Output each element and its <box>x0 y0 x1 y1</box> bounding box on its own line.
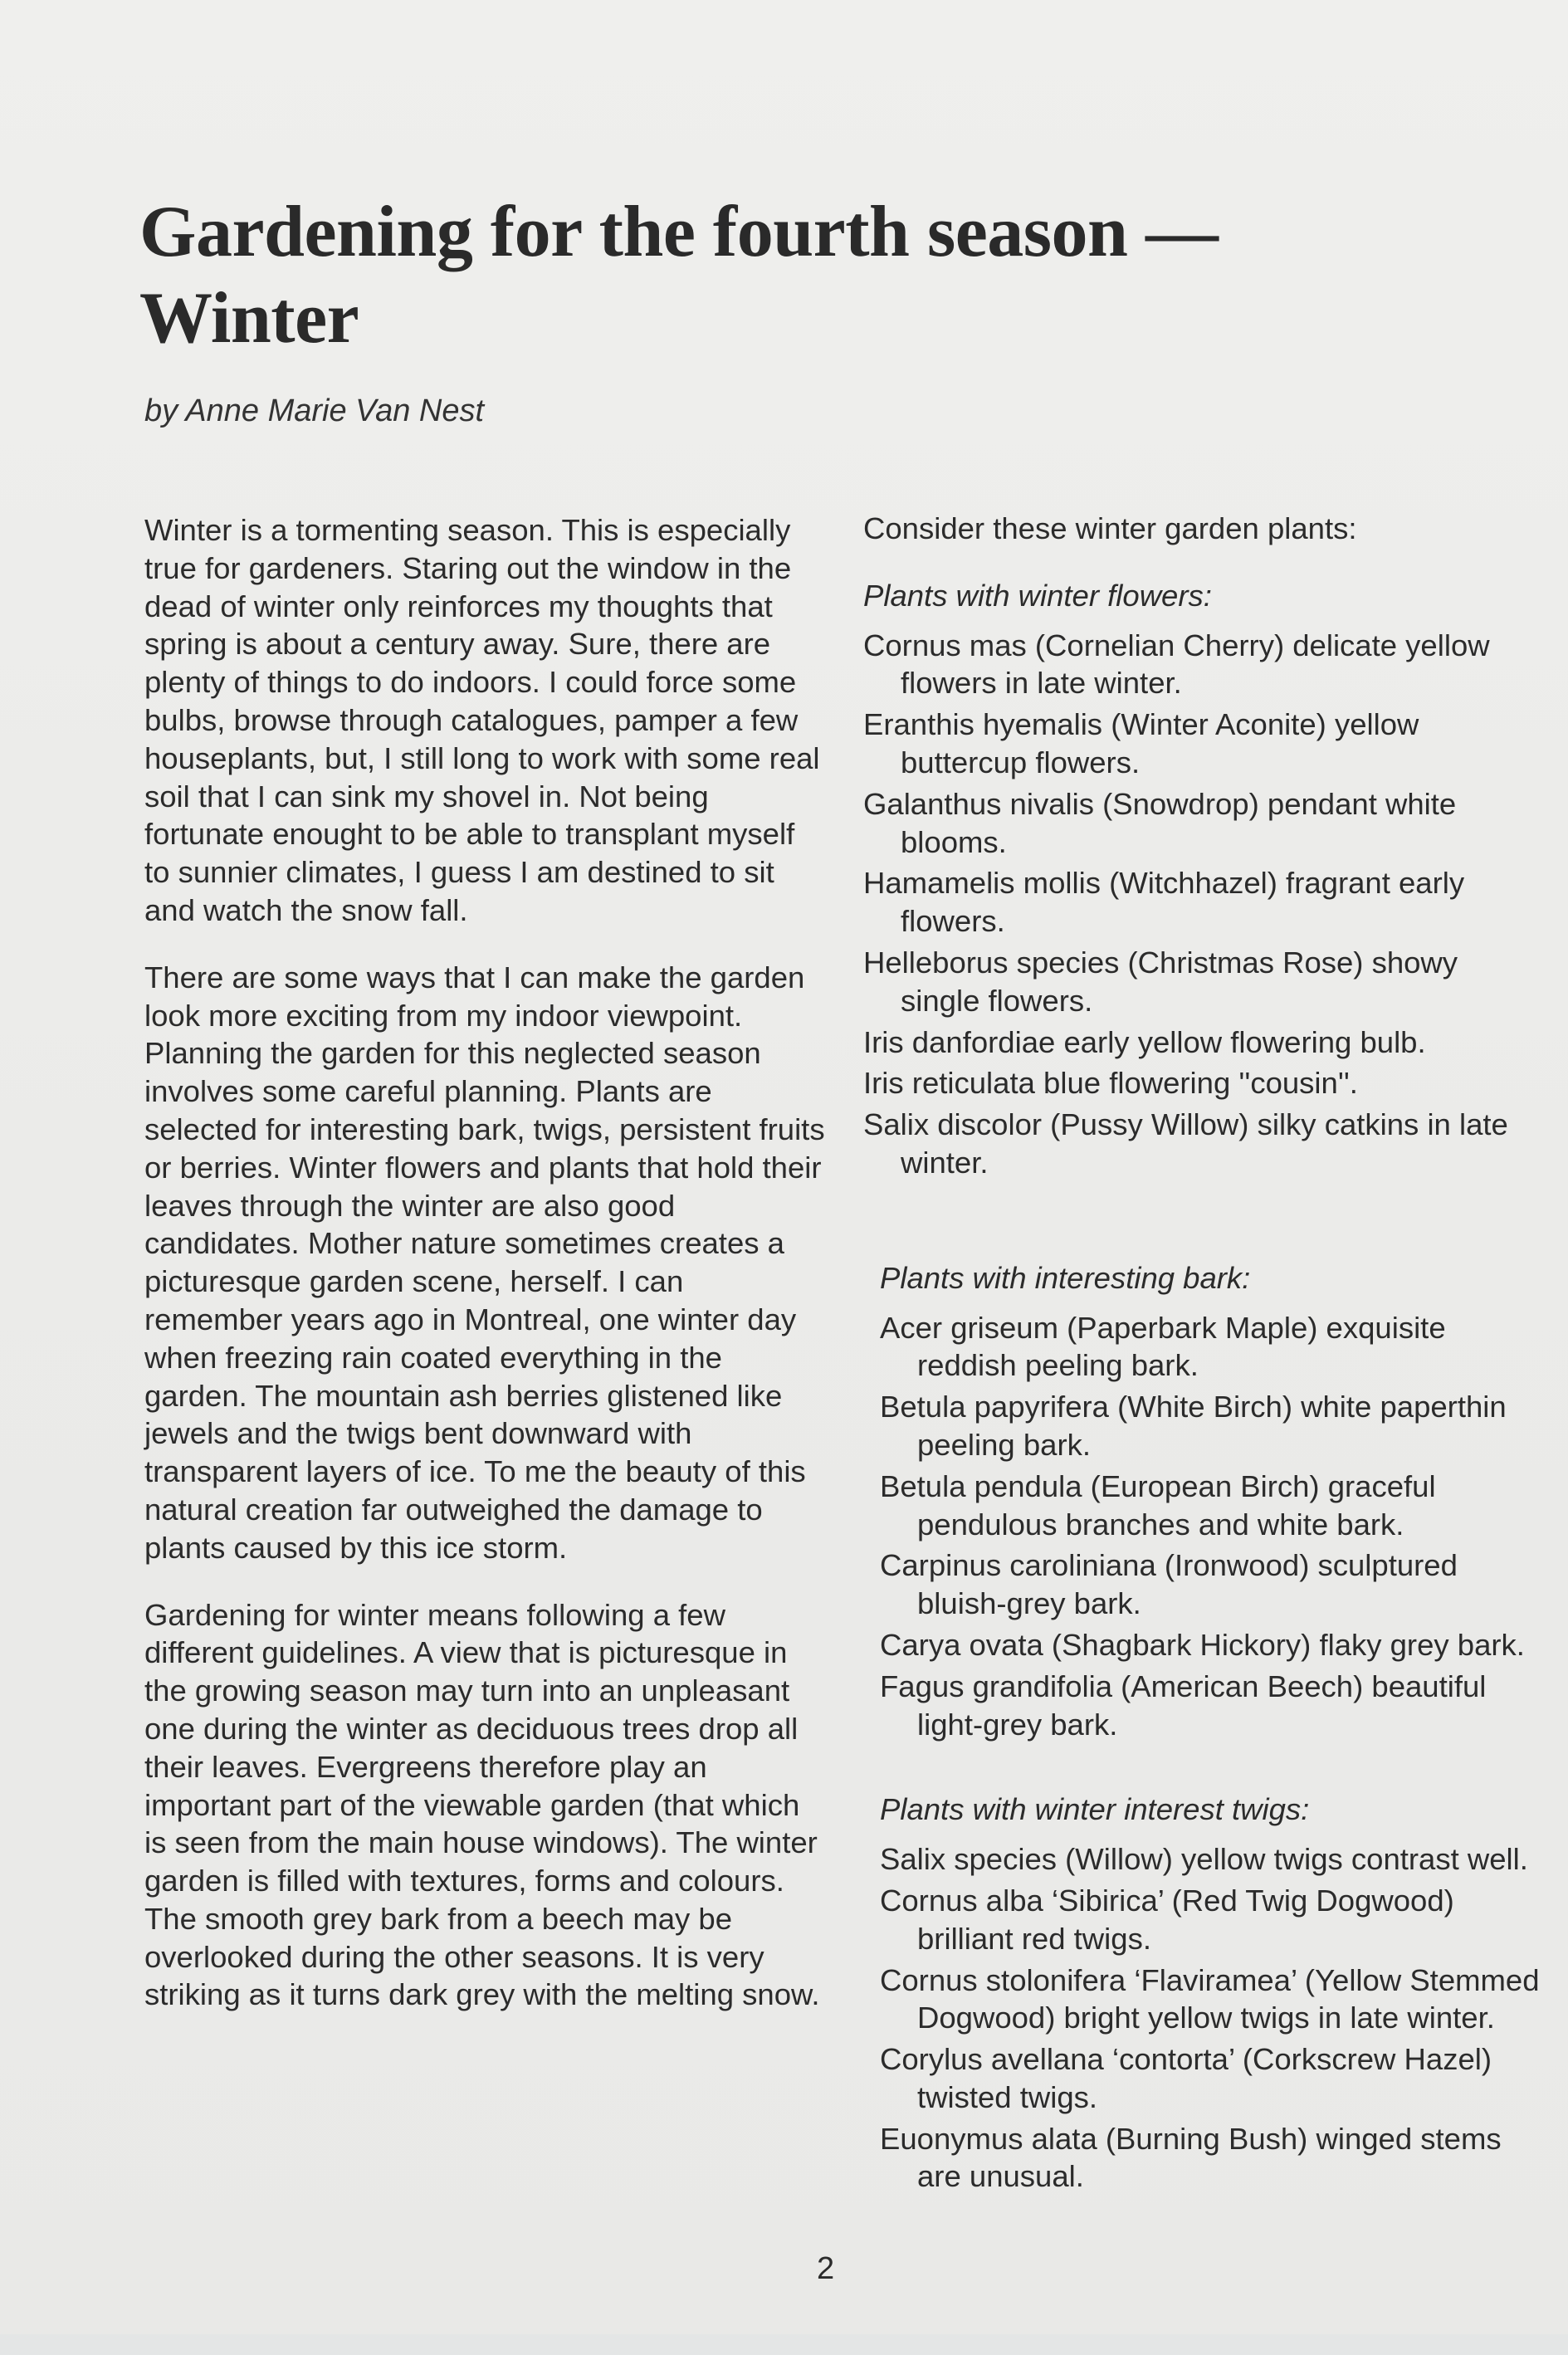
body-paragraph: Winter is a tormenting season. This is especially true for gardeners. Staring out the window in the dead of winter only reinforces my thoughts that spring is about a century away. Sure, there are plenty of things to do indoors. I could force some bulbs, browse through catalogues, pamper a few houseplants, but, I still long to work with some real soil that I can sink my shovel in. Not being fortunate enought to be able to transplant myself to sunnier climates, I guess I am destined to sit and watch the snow fall. <box>144 513 820 927</box>
section-heading: Plants with winter interest twigs: <box>880 1792 1310 1827</box>
plant-list-item: Corylus avellana ‘contorta’ (Corkscrew Hazel) twisted twigs. <box>880 2042 1492 2114</box>
plant-list-item: Cornus mas (Cornelian Cherry) delicate yellow flowers in late winter. <box>863 628 1490 701</box>
section-winter-twigs <box>880 1791 1544 2196</box>
section-spacer <box>863 1752 1544 1791</box>
left-column <box>144 511 825 2043</box>
plant-list-item: Betula pendula (European Birch) graceful pendulous branches and white bark. <box>880 1468 1436 1541</box>
plant-list-item: Betula papyrifera (White Birch) white paperthin peeling bark. <box>880 1390 1507 1462</box>
plant-list-item: Salix discolor (Pussy Willow) silky catkins in late winter. <box>863 1107 1508 1180</box>
page-number: 2 <box>817 2251 835 2286</box>
plant-list-item: Fagus grandifolia (American Beech) beautiful light-grey bark. <box>880 1669 1487 1742</box>
plant-list-item: Eranthis hyemalis (Winter Aconite) yellow buttercup flowers. <box>863 707 1419 779</box>
section-heading: Plants with winter flowers: <box>863 578 1212 613</box>
section-spacer <box>863 1190 1544 1259</box>
body-paragraph: Gardening for winter means following a few different guidelines. A view that is picturesque in the growing season may turn into an unpleasant one during the winter as deciduous trees drop all their leaves. Evergreens therefore play an important part of the viewable garden (that which is seen from the main house windows). The winter garden is filled with textures, forms and colours. The smooth grey bark from a beech may be overlooked during the other seasons. It is very striking as it turns dark grey with the melting snow. <box>144 1597 820 2012</box>
article-title: Gardening for the fourth season — Winter <box>139 192 1219 359</box>
section-interesting-bark <box>880 1259 1544 1744</box>
article-byline: by Anne Marie Van Nest <box>144 393 485 428</box>
section-winter-flowers <box>863 577 1544 1182</box>
plant-list-item: Helleborus species (Christmas Rose) showy single flowers. <box>863 945 1458 1018</box>
plant-list-item: Salix species (Willow) yellow twigs contrast well. <box>880 1842 1528 1877</box>
plant-list <box>863 627 1544 1182</box>
plant-list-intro: Consider these winter garden plants: <box>863 511 1357 545</box>
plant-list-item: Carya ovata (Shagbark Hickory) flaky grey bark. <box>880 1627 1525 1662</box>
page-bottom-edge <box>0 2334 1568 2355</box>
plant-list <box>880 1309 1544 1744</box>
plant-list-item: Galanthus nivalis (Snowdrop) pendant white blooms. <box>863 786 1457 859</box>
plant-list-item: Euonymus alata (Burning Bush) winged stems are unusual. <box>880 2121 1502 2194</box>
plant-list-item: Carpinus caroliniana (Ironwood) sculptured bluish-grey bark. <box>880 1548 1458 1621</box>
plant-list-item: Iris reticulata blue flowering ''cousin''. <box>863 1066 1358 1101</box>
plant-list-item: Acer griseum (Paperbark Maple) exquisite reddish peeling bark. <box>880 1310 1446 1383</box>
section-heading: Plants with interesting bark: <box>880 1260 1251 1295</box>
right-column <box>863 510 1544 2204</box>
plant-list-item: Hamamelis mollis (Witchhazel) fragrant early flowers. <box>863 866 1465 939</box>
body-paragraph: There are some ways that I can make the garden look more exciting from my indoor viewpoint. Planning the garden for this neglected season involves some careful planning. Plants are selected for interesting bark, twigs, persistent fruits or berries. Winter flowers and plants that hold their leaves through the winter are also good candidates. Mother nature sometimes creates a picturesque garden scene, herself. I can remember years ago in Montreal, one winter day when freezing rain coated everything in the garden. The mountain ash berries glistened like jewels and the twigs bent downward with transparent layers of ice. To me the beauty of this natural creation far outweighed the damage to plants caused by this ice storm. <box>144 960 825 1565</box>
plant-list-item: Iris danfordiae early yellow flowering bulb. <box>863 1024 1426 1059</box>
plant-list-item: Cornus stolonifera ‘Flaviramea’ (Yellow Stemmed Dogwood) bright yellow twigs in late winter. <box>880 1962 1540 2035</box>
plant-list <box>880 1840 1544 2196</box>
plant-list-item: Cornus alba ‘Sibirica’ (Red Twig Dogwood) brilliant red twigs. <box>880 1883 1454 1956</box>
